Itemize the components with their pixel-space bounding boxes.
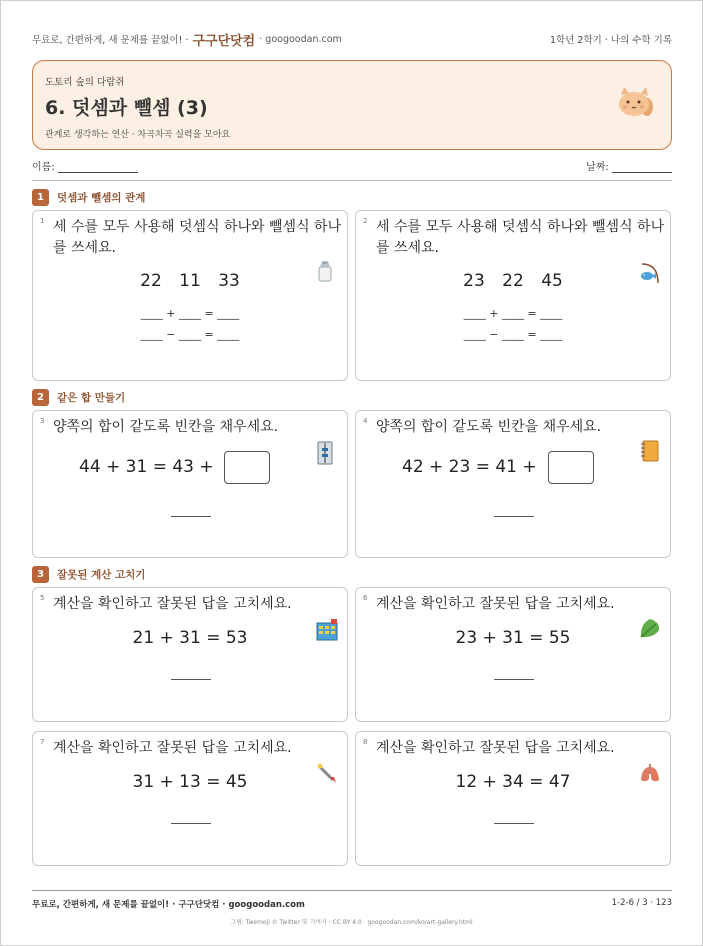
equation: 31 + 13 = 45 bbox=[132, 772, 248, 792]
problem-prompt: 세 수를 모두 사용해 덧셈식 하나와 뺄셈식 하나를 쓰세요. bbox=[53, 219, 342, 256]
top-header bbox=[32, 28, 672, 50]
problem-prompt: 계산을 확인하고 잘못된 답을 고치세요. bbox=[53, 740, 292, 756]
leafy-green-icon bbox=[638, 616, 662, 640]
problem-number: 2 bbox=[363, 217, 368, 225]
subtraction-template[interactable]: ____ − ____ = ____ bbox=[140, 328, 240, 341]
problem-number: 8 bbox=[363, 738, 368, 746]
name-label: 이름: bbox=[32, 162, 55, 173]
title-box bbox=[32, 60, 672, 150]
footer-divider bbox=[32, 890, 672, 891]
problem-card-1 bbox=[32, 210, 348, 381]
equation: 12 + 34 = 47 bbox=[455, 772, 571, 792]
problem-card-5 bbox=[32, 587, 348, 722]
subtraction-template[interactable]: ____ − ____ = ____ bbox=[463, 328, 563, 341]
section-3-header bbox=[32, 565, 145, 583]
section-number: 2 bbox=[32, 389, 49, 406]
name-date-row bbox=[32, 158, 672, 174]
blank-box[interactable] bbox=[224, 451, 270, 484]
problem-prompt: 계산을 확인하고 잘못된 답을 고치세요. bbox=[376, 740, 615, 756]
section-1-header bbox=[32, 188, 145, 206]
answer-line[interactable] bbox=[494, 516, 534, 517]
header-slogan: 무료로, 간편하게, 새 문제를 끝없이! · bbox=[32, 35, 189, 46]
problem-number: 6 bbox=[363, 594, 368, 602]
section-number: 1 bbox=[32, 189, 49, 206]
divider bbox=[32, 180, 672, 181]
image-credit: 그림: Twemoji © Twitter 및 기여자 · CC BY 4.0 · googoodan.com/ko/art-gallery.html bbox=[230, 919, 473, 926]
problem-card-7 bbox=[32, 731, 348, 866]
cat-face-icon bbox=[615, 85, 655, 119]
problem-prompt: 양쪽의 합이 같도록 빈칸을 채우세요. bbox=[376, 419, 602, 435]
answer-line[interactable] bbox=[171, 823, 211, 824]
worksheet-title: 6. 덧셈과 뺄셈 (3) bbox=[45, 97, 208, 119]
equation: 21 + 31 = 53 bbox=[132, 628, 248, 648]
addition-template[interactable]: ____ + ____ = ____ bbox=[463, 307, 563, 320]
footer bbox=[32, 898, 672, 910]
calendar-building-icon bbox=[315, 618, 339, 642]
given-numbers: 23 22 45 bbox=[463, 271, 563, 291]
problem-number: 3 bbox=[40, 417, 45, 425]
problem-number: 7 bbox=[40, 738, 45, 746]
fishing-pole-icon bbox=[638, 261, 662, 285]
answer-line[interactable] bbox=[494, 679, 534, 680]
name-field[interactable] bbox=[32, 158, 138, 174]
abacus-icon bbox=[313, 441, 337, 465]
section-label: 덧셈과 뺄셈의 관계 bbox=[57, 191, 146, 204]
problem-card-6 bbox=[355, 587, 671, 722]
worksheet-subtitle: 관계로 생각하는 연산 · 차곡차곡 실력을 모아요 bbox=[45, 130, 231, 140]
equation: 42 + 23 = 41 + bbox=[402, 457, 537, 477]
blank-box[interactable] bbox=[548, 451, 594, 484]
footer-slogan: 무료로, 간편하게, 새 문제를 끝없이! · 구구단닷컴 · googoodan.com bbox=[32, 900, 305, 910]
title-kicker: 도토리 숲의 다람쥐 bbox=[45, 77, 125, 88]
salt-shaker-icon bbox=[313, 259, 337, 283]
problem-number: 4 bbox=[363, 417, 368, 425]
header-grade-info: 1학년 2학기 · 나의 수학 기록 bbox=[550, 35, 672, 46]
answer-line[interactable] bbox=[171, 679, 211, 680]
problem-card-2 bbox=[355, 210, 671, 381]
site-url: · googoodan.com bbox=[259, 33, 342, 45]
brand-name: 구구단닷컴 bbox=[192, 33, 256, 49]
problem-prompt: 계산을 확인하고 잘못된 답을 고치세요. bbox=[376, 596, 615, 612]
problem-number: 5 bbox=[40, 594, 45, 602]
section-label: 잘못된 계산 고치기 bbox=[57, 568, 146, 581]
problem-prompt: 양쪽의 합이 같도록 빈칸을 채우세요. bbox=[53, 419, 279, 435]
firework-rocket-icon bbox=[315, 762, 339, 786]
answer-line[interactable] bbox=[171, 516, 211, 517]
page-code: 1-2-6 / 3 · 123 bbox=[611, 898, 672, 908]
name-blank[interactable] bbox=[58, 162, 138, 173]
equation: 23 + 31 = 55 bbox=[455, 628, 571, 648]
notebook-icon bbox=[638, 439, 662, 463]
date-blank[interactable] bbox=[612, 162, 672, 173]
lungs-icon bbox=[638, 762, 662, 786]
addition-template[interactable]: ____ + ____ = ____ bbox=[140, 307, 240, 320]
answer-line[interactable] bbox=[494, 823, 534, 824]
problem-prompt: 계산을 확인하고 잘못된 답을 고치세요. bbox=[53, 596, 292, 612]
section-label: 같은 합 만들기 bbox=[57, 391, 126, 404]
section-2-header bbox=[32, 388, 125, 406]
problem-card-4 bbox=[355, 410, 671, 558]
section-number: 3 bbox=[32, 566, 49, 583]
problem-card-3 bbox=[32, 410, 348, 558]
problem-prompt: 세 수를 모두 사용해 덧셈식 하나와 뺄셈식 하나를 쓰세요. bbox=[376, 219, 665, 256]
problem-card-8 bbox=[355, 731, 671, 866]
problem-number: 1 bbox=[40, 217, 45, 225]
date-field[interactable] bbox=[586, 158, 672, 174]
given-numbers: 22 11 33 bbox=[140, 271, 240, 291]
date-label: 날짜: bbox=[586, 162, 609, 173]
equation: 44 + 31 = 43 + bbox=[79, 457, 214, 477]
